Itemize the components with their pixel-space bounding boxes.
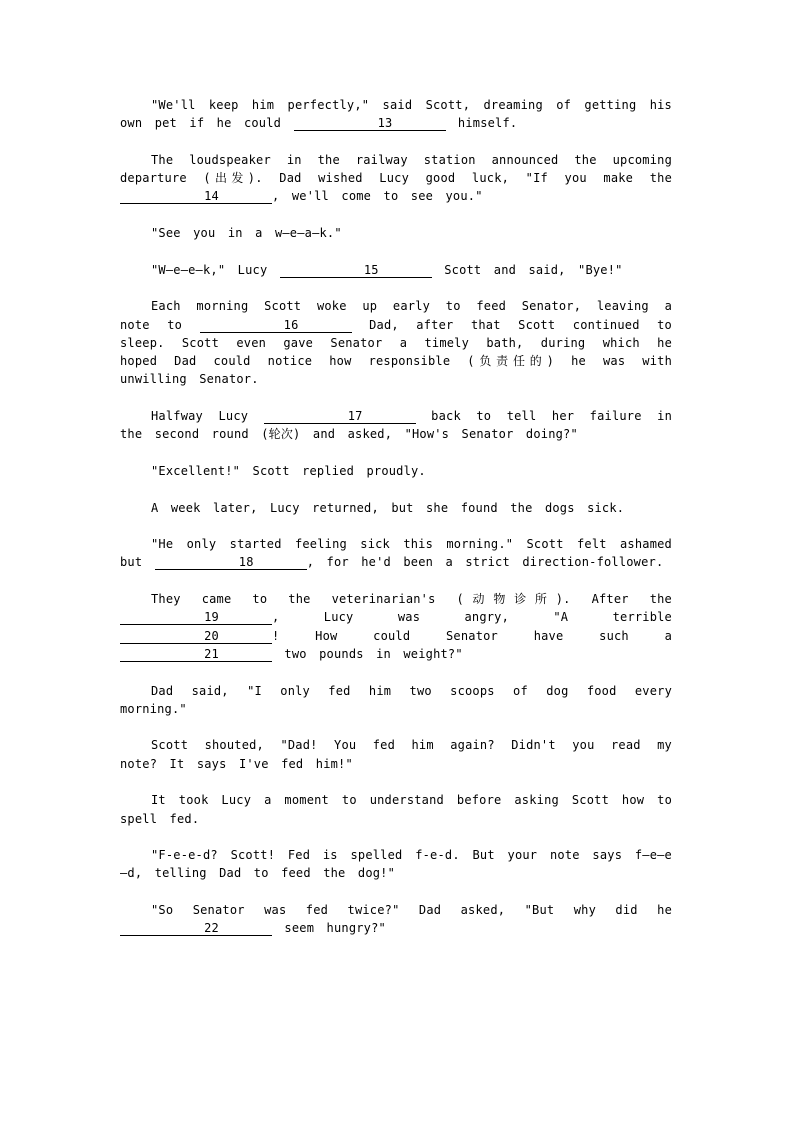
paragraph-text: Halfway Lucy [151, 409, 264, 424]
paragraph [120, 682, 672, 719]
answer-blank-15[interactable]: 15 [280, 264, 432, 278]
paragraph [120, 499, 672, 517]
paragraph-text: back to tell her failure in the second round (轮次) and asked, "How's Senator doing?" [120, 409, 672, 442]
paragraph-text: , for he'd been a strict direction-follower. [306, 555, 664, 570]
answer-blank-13[interactable]: 13 [294, 117, 446, 131]
paragraph [120, 846, 672, 883]
answer-blank-20[interactable]: 20 [120, 630, 272, 644]
paragraph-text: "F-e-e-d? Scott! Fed is spelled f-e-d. But your note says f—e—e—d, telling Dad to feed the dog!" [120, 848, 672, 881]
paragraph-text: "Excellent!" Scott replied proudly. [151, 463, 426, 478]
paragraph [120, 96, 672, 133]
paragraph [120, 407, 672, 444]
paragraph-text: , we'll come to see you." [272, 189, 483, 204]
paragraph-text: himself. [445, 116, 518, 131]
paragraph-text: Dad said, "I only fed him two scoops of dog food every morning." [120, 683, 672, 716]
answer-blank-14[interactable]: 14 [120, 190, 272, 204]
answer-blank-19[interactable]: 19 [120, 611, 272, 625]
paragraph [120, 224, 672, 242]
paragraph [120, 590, 672, 663]
paragraph-text: They came to the veterinarian's (动物诊所). After the [151, 592, 672, 607]
paragraph [120, 901, 672, 938]
answer-blank-16[interactable]: 16 [200, 319, 352, 333]
paragraph-text: "So Senator was fed twice?" Dad asked, "But why did he [151, 903, 672, 918]
answer-blank-17[interactable]: 17 [264, 410, 416, 424]
paragraph-text: "W—e—e—k," Lucy [151, 262, 280, 277]
paragraph [120, 297, 672, 388]
paragraph-text: Dad, after that Scott continued to sleep. Scott even gave Senator a timely bath, during which he hoped Dad could notice how responsible (负责任的) he was with unwilling Senator. [120, 317, 672, 387]
paragraph-text: A week later, Lucy returned, but she found the dogs sick. [151, 500, 625, 515]
paragraph-text: Scott and said, "Bye!" [431, 262, 623, 277]
answer-blank-21[interactable]: 21 [120, 648, 272, 662]
paragraph [120, 151, 672, 206]
paragraph-text: Each morning Scott woke up early to feed Senator, leaving a note to [120, 299, 672, 332]
paragraph-text: "He only started feeling sick this morning." Scott felt ashamed but [120, 537, 672, 570]
paragraph [120, 535, 672, 572]
paragraph [120, 462, 672, 480]
paragraph-text: "We'll keep him perfectly," said Scott, dreaming of getting his own pet if he could [120, 98, 672, 131]
document-page [120, 96, 672, 956]
paragraph-text: , Lucy was angry, "A terrible [272, 610, 672, 625]
paragraph-text: Scott shouted, "Dad! You fed him again? Didn't you read my note? It says I've fed him!" [120, 738, 672, 771]
answer-blank-22[interactable]: 22 [120, 922, 272, 936]
paragraph-text: It took Lucy a moment to understand before asking Scott how to spell fed. [120, 793, 672, 826]
answer-blank-18[interactable]: 18 [155, 556, 307, 570]
paragraph-text: two pounds in weight?" [272, 646, 463, 661]
paragraph-text: seem hungry?" [272, 921, 386, 936]
paragraph [120, 791, 672, 828]
paragraph [120, 261, 672, 279]
paragraph-text: The loudspeaker in the railway station announced the upcoming departure (出发). Dad wished Lucy good luck, "If you make the [120, 152, 672, 186]
paragraph [120, 736, 672, 773]
paragraph-text: ! How could Senator have such a [272, 628, 672, 643]
paragraph-text: "See you in a w—e—a—k." [151, 226, 342, 241]
